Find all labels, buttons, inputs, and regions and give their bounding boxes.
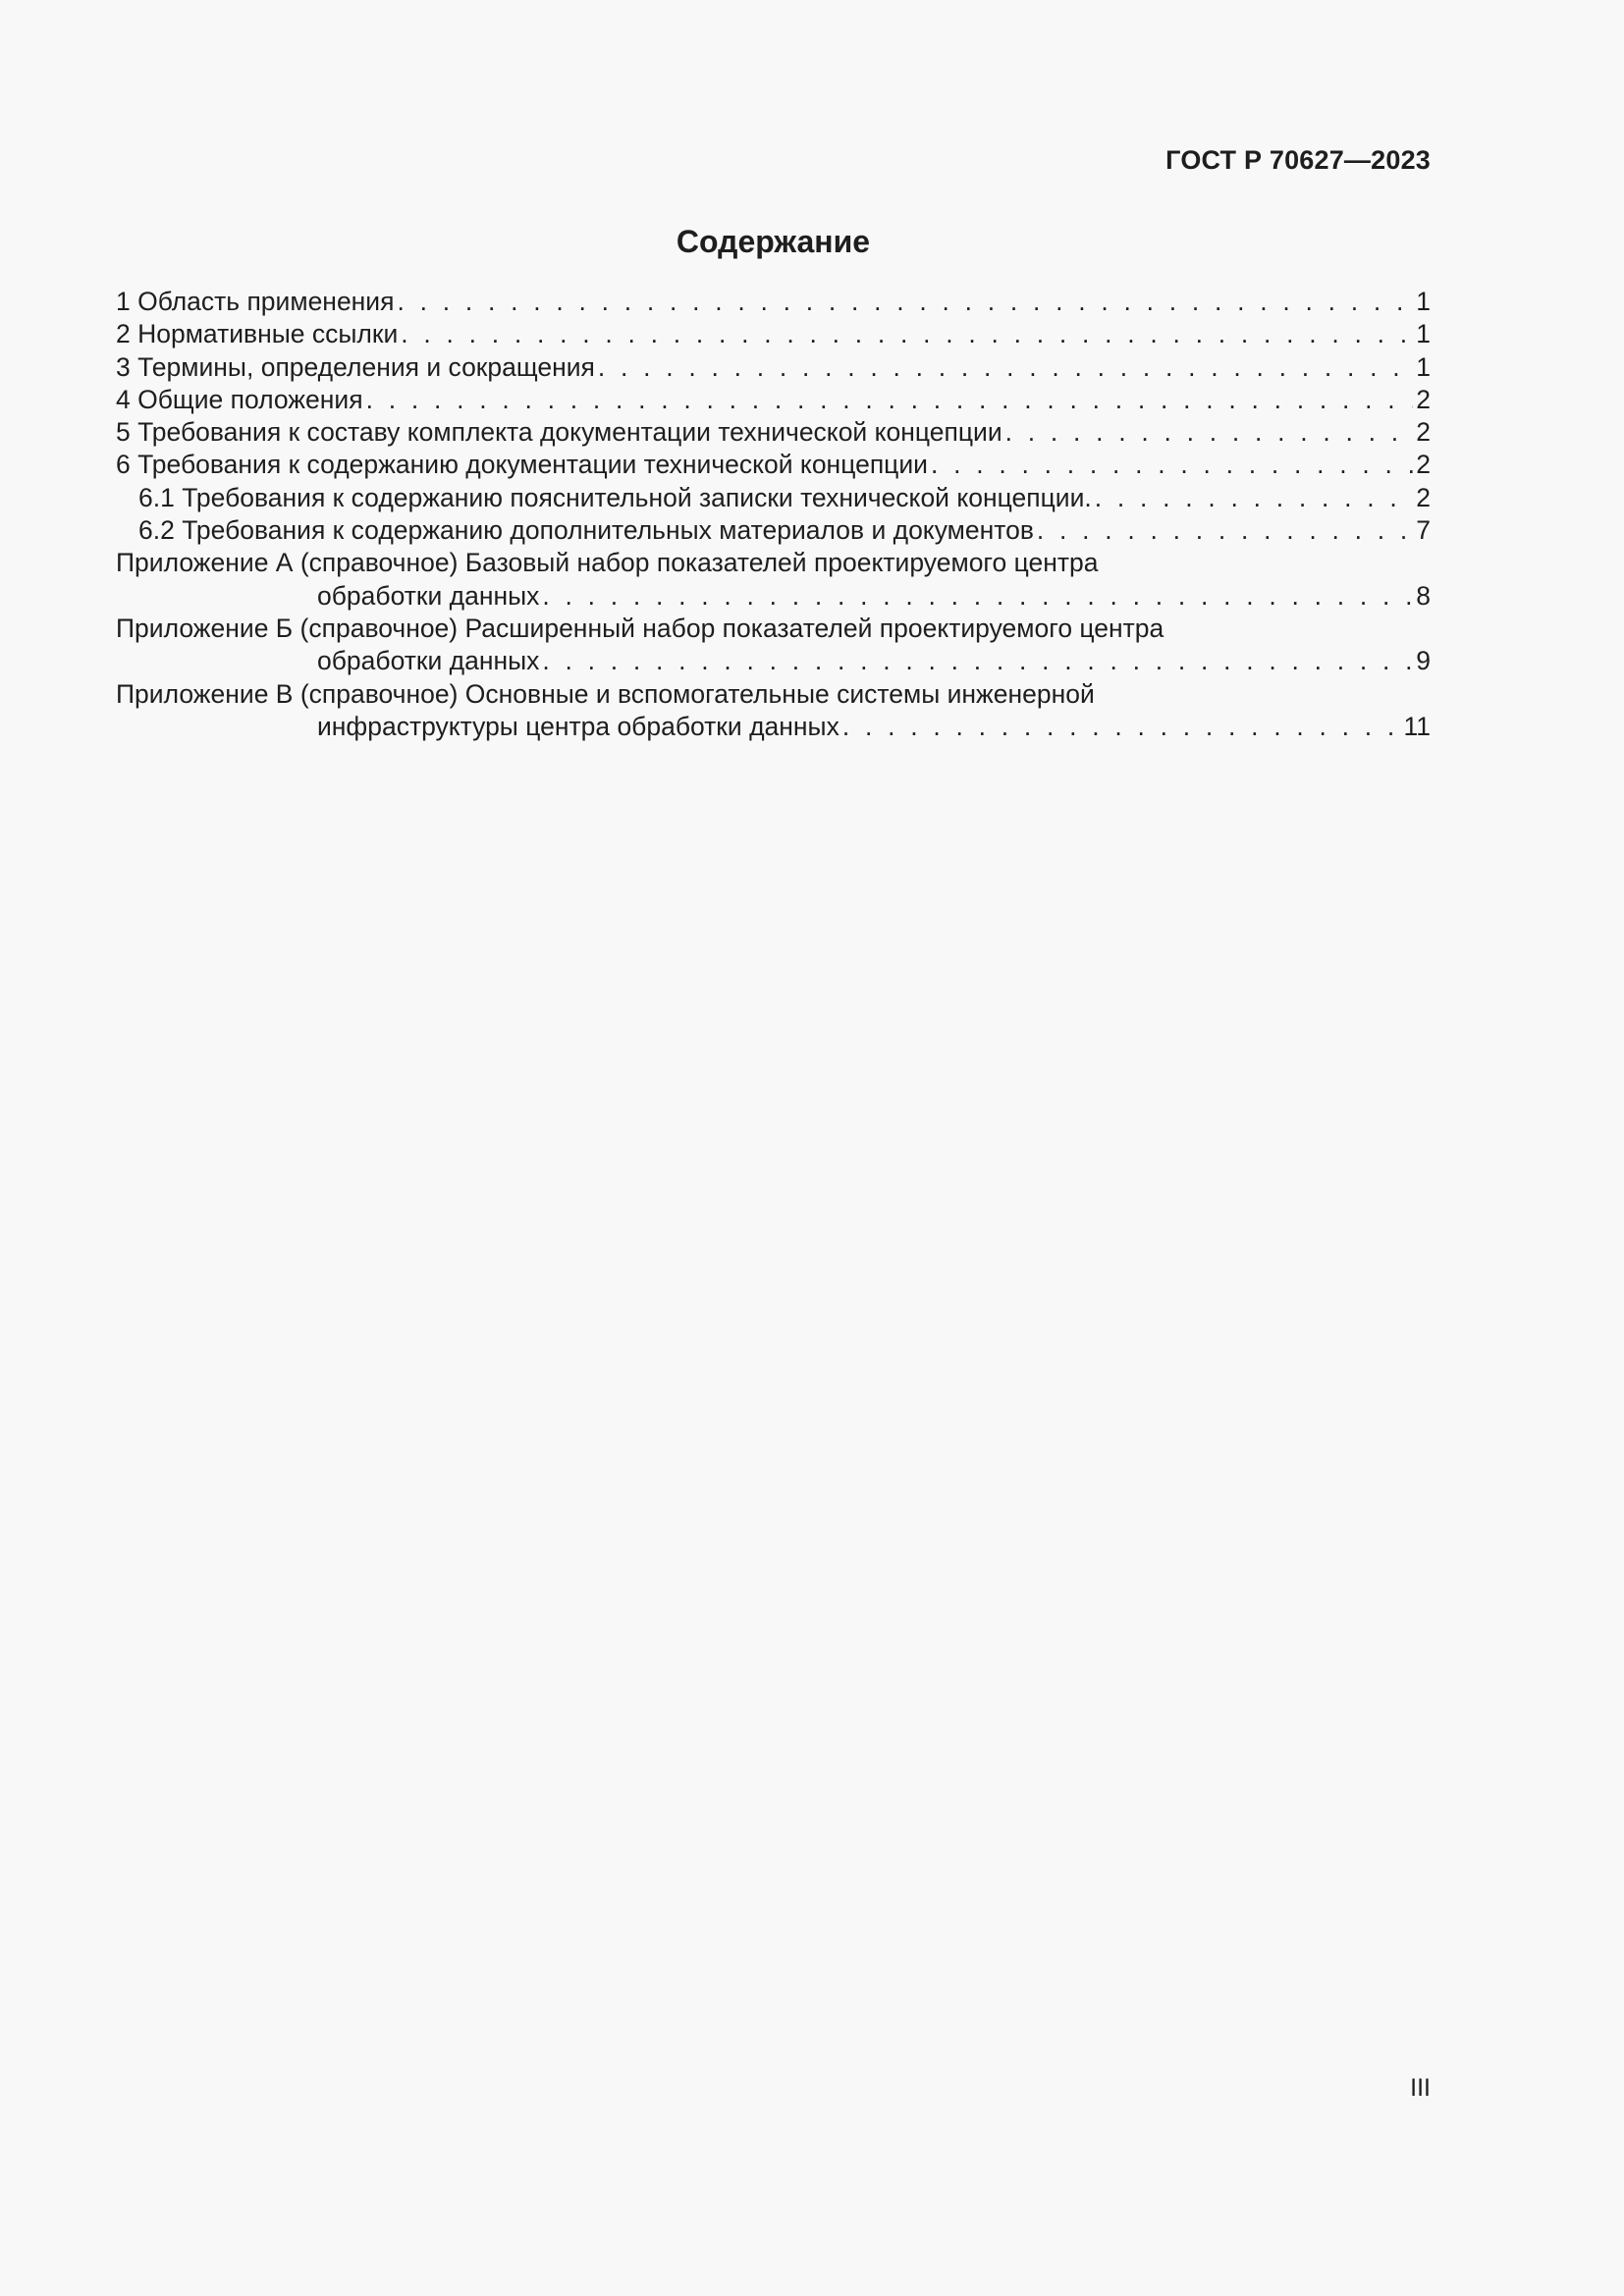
toc-subentry[interactable] <box>116 514 1431 547</box>
toc-leader <box>842 711 1401 743</box>
toc-entry-text: 6.1 Требования к содержанию пояснительной записки технической концепции. <box>138 482 1092 512</box>
toc-entry-page: 9 <box>1416 646 1431 676</box>
toc-entry[interactable] <box>116 318 1431 350</box>
page-number: III <box>1410 2074 1431 2102</box>
toc-entry[interactable] <box>116 416 1431 449</box>
toc-entry-page: 11 <box>1403 711 1431 741</box>
toc-entry-page: 1 <box>1416 319 1431 349</box>
toc-leader <box>1095 482 1414 514</box>
toc-appendix-continuation[interactable] <box>116 711 1431 743</box>
toc-appendix-entry[interactable] <box>116 678 1431 711</box>
toc-entry-page: 2 <box>1416 417 1431 448</box>
toc-leader <box>931 449 1413 481</box>
toc-leader <box>1037 514 1413 547</box>
toc-entry-page: 2 <box>1416 384 1431 414</box>
toc-entry-continuation-text: обработки данных <box>317 580 540 611</box>
toc-appendix-continuation[interactable] <box>116 580 1431 613</box>
toc-leader <box>542 645 1413 677</box>
toc-entry-page: 1 <box>1416 351 1431 382</box>
document-code: ГОСТ Р 70627—2023 <box>1165 145 1431 175</box>
toc-entry[interactable] <box>116 449 1431 481</box>
toc-leader <box>397 286 1413 318</box>
toc-entry-page: 8 <box>1416 580 1431 611</box>
toc-entry-text: 4 Общие положения <box>116 384 363 414</box>
toc-appendix-continuation[interactable] <box>116 645 1431 677</box>
toc-entry[interactable] <box>116 384 1431 416</box>
toc-appendix-entry[interactable] <box>116 613 1431 645</box>
toc-entry-text: 1 Область применения <box>116 287 395 316</box>
toc-title: Содержание <box>676 224 871 259</box>
toc-leader <box>401 318 1413 350</box>
toc-leader <box>1005 416 1414 449</box>
toc-entry-continuation-text: обработки данных <box>317 646 540 676</box>
toc-leader <box>542 580 1413 613</box>
toc-entry-page: 7 <box>1416 515 1431 546</box>
toc-entry-text: 3 Термины, определения и сокращения <box>116 351 595 382</box>
toc-entry-text: 5 Требования к составу комплекта документации технической концепции <box>116 417 1002 448</box>
toc-entry-text: 6.2 Требования к содержанию дополнительных материалов и документов <box>138 515 1034 546</box>
toc-entry-text: Приложение Б (справочное) Расширенный набор показателей проектируемого центра <box>116 613 1164 643</box>
toc-entry[interactable] <box>116 286 1431 318</box>
table-of-contents <box>116 286 1431 743</box>
toc-leader <box>366 384 1414 416</box>
toc-subentry[interactable] <box>116 482 1431 514</box>
toc-entry-page: 2 <box>1416 482 1431 512</box>
toc-leader <box>598 351 1413 384</box>
toc-entry[interactable] <box>116 351 1431 384</box>
toc-entry-page: 1 <box>1416 287 1431 316</box>
toc-appendix-entry[interactable] <box>116 547 1431 579</box>
toc-entry-text: Приложение А (справочное) Базовый набор показателей проектируемого центра <box>116 548 1099 578</box>
toc-entry-text: Приложение В (справочное) Основные и вспомогательные системы инженерной <box>116 678 1095 709</box>
toc-entry-text: 6 Требования к содержанию документации технической концепции <box>116 450 928 480</box>
toc-entry-continuation-text: инфраструктуры центра обработки данных <box>317 711 839 741</box>
toc-entry-text: 2 Нормативные ссылки <box>116 319 399 349</box>
toc-entry-page: 2 <box>1416 450 1431 480</box>
